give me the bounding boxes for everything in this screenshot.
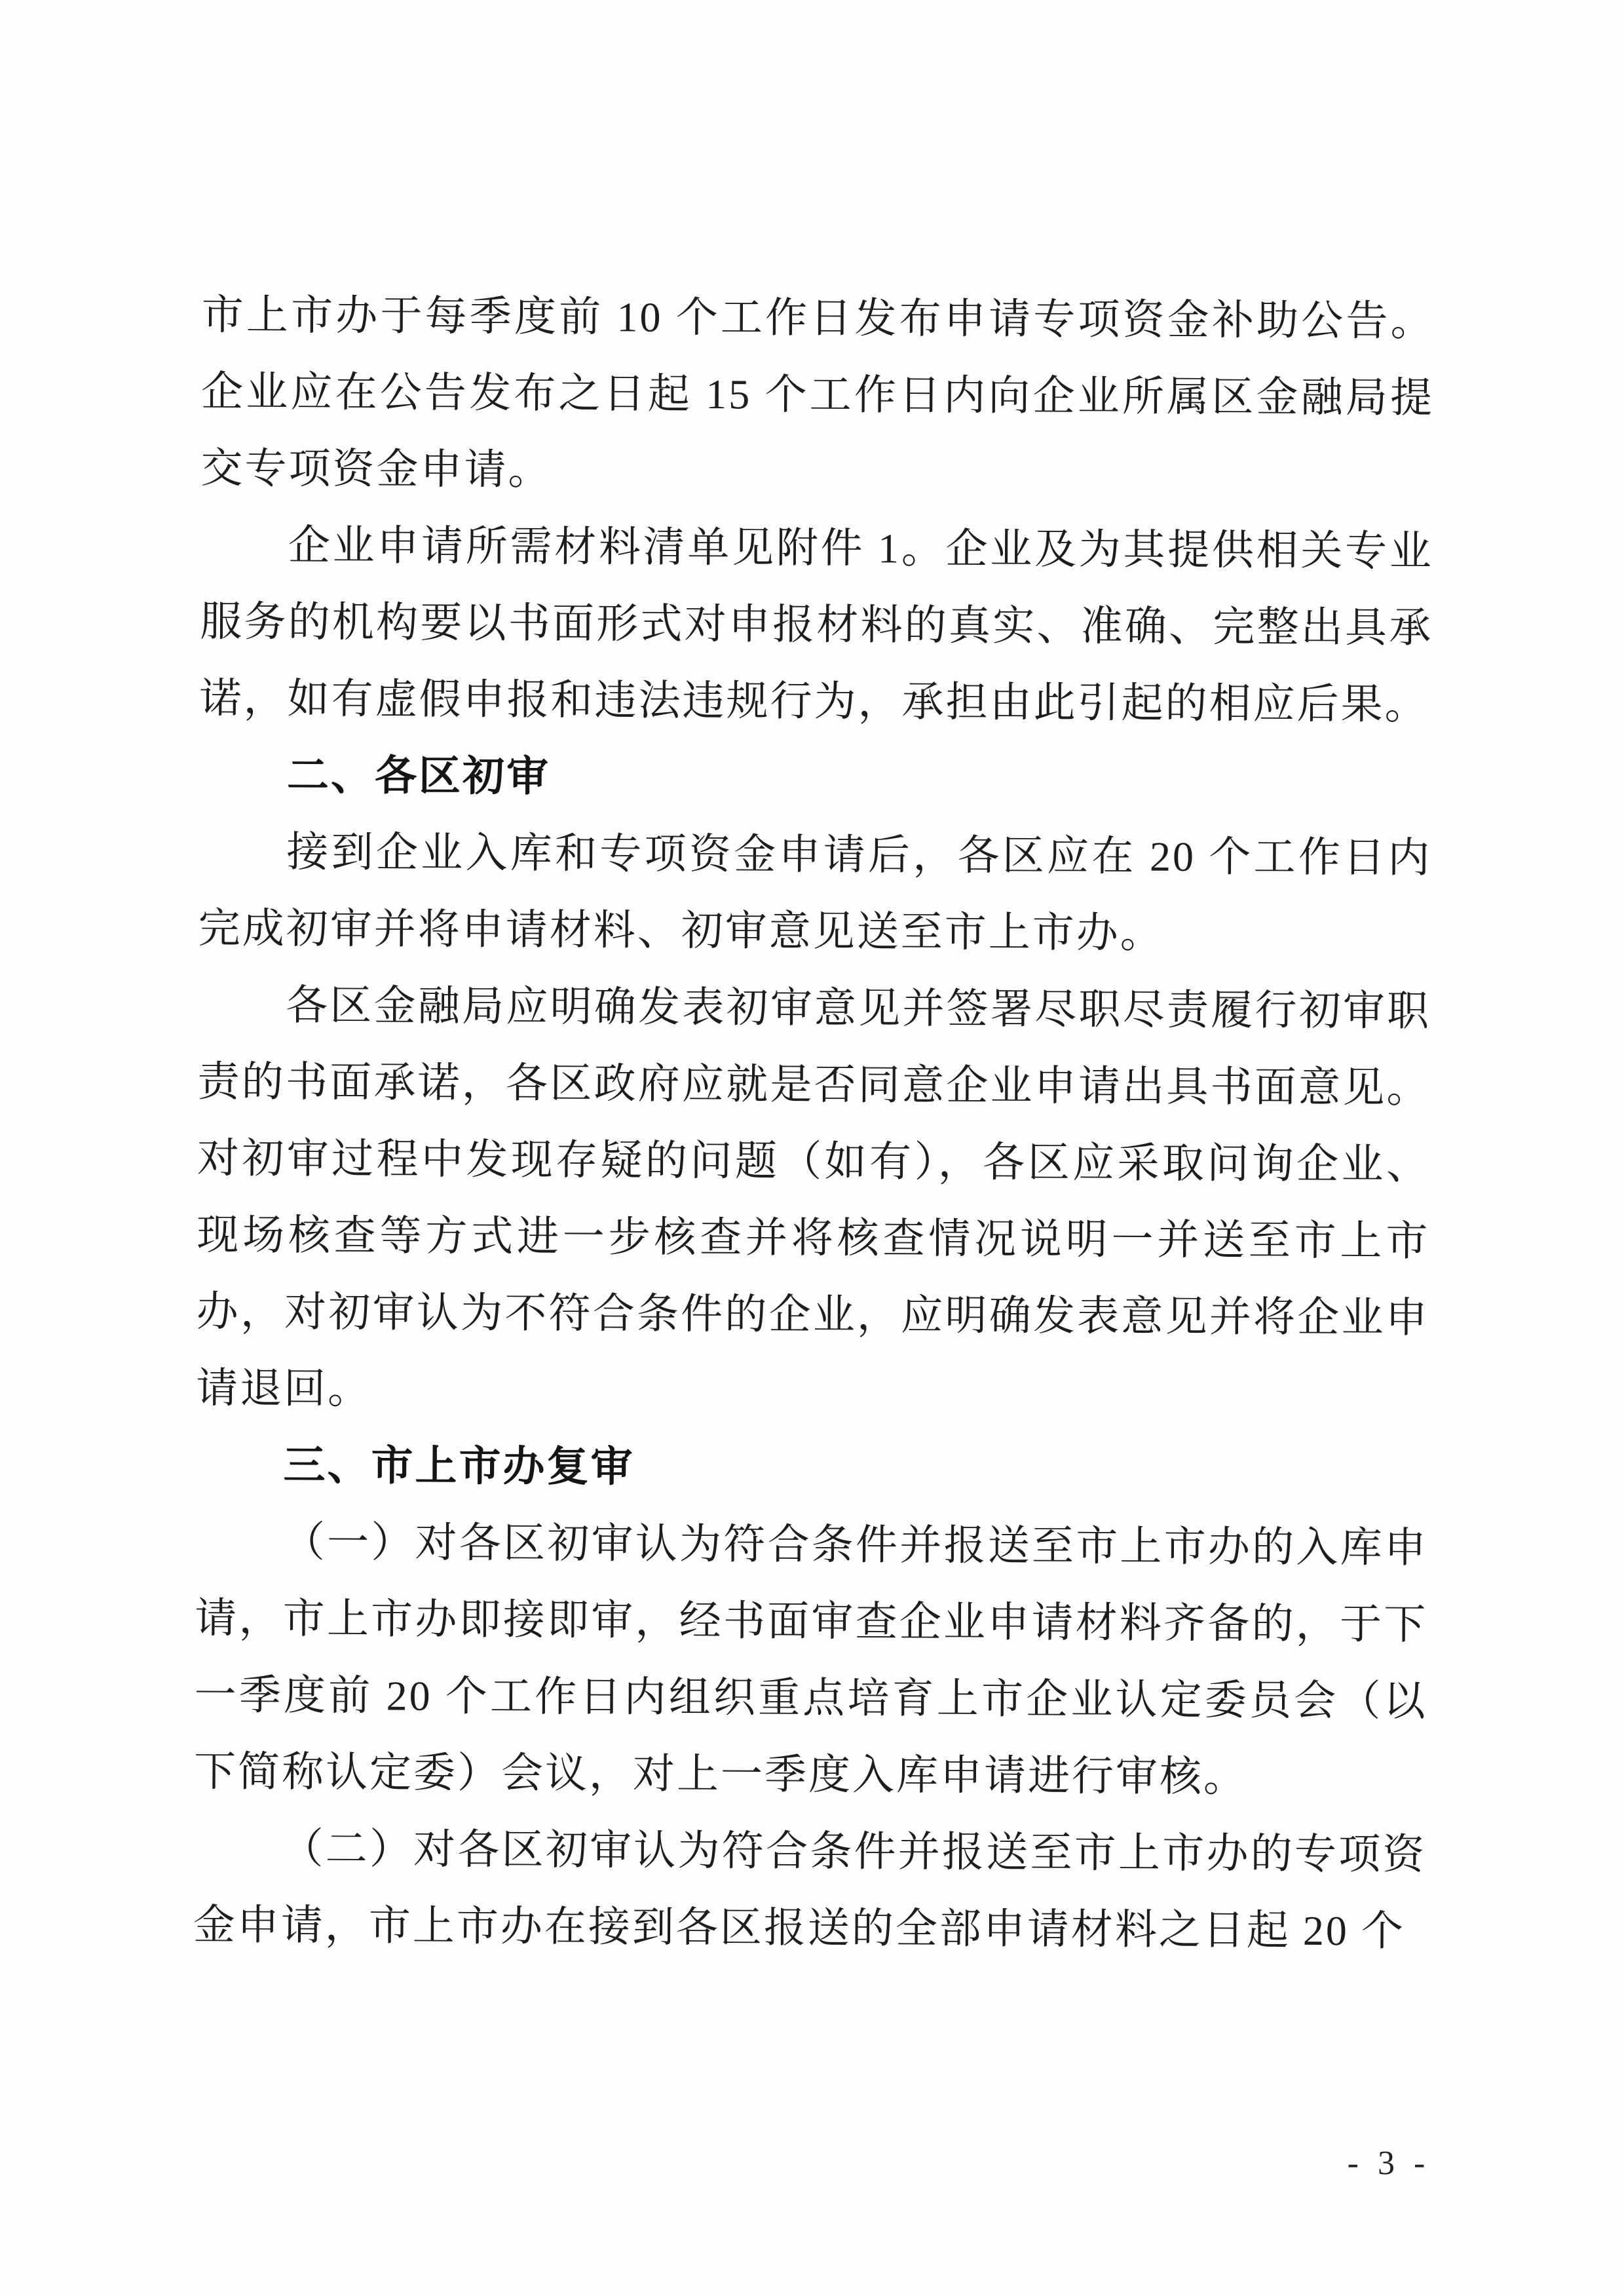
document-body bbox=[193, 277, 1435, 1970]
paragraph: 各区金融局应明确发表初审意见并签署尽职尽责履行初审职责的书面承诺，各区政府应就是否同意企业申请出具书面意见。对初审过程中发现存疑的问题（如有），各区应采取问询企业、现场核查等方式进一步核查并将核查情况说明一并送至市上市办，对初审认为不符合条件的企业，应明确发表意见并将企业申请退回。 bbox=[195, 982, 1431, 1413]
paragraph: （一）对各区初审认为符合条件并报送至市上市办的入库申请，市上市办即接即审，经书面审查企业申请材料齐备的，于下一季度前 20 个工作日内组织重点培育上市企业认定委员会（以下简称认定委）会议，对上一季度入库申请进行审核。 bbox=[193, 1518, 1429, 1801]
section-heading-2: 二、各区初审 bbox=[286, 751, 551, 800]
paragraph: 接到企业入库和专项资金申请后，各区应在 20 个工作日内完成初审并将申请材料、初审意见送至市上市办。 bbox=[198, 828, 1432, 957]
section-heading-3: 三、市上市办复审 bbox=[283, 1441, 635, 1491]
page-number: - 3 - bbox=[1347, 2145, 1431, 2182]
paragraph: 企业申请所需材料清单见附件 1。企业及为其提供相关专业服务的机构要以书面形式对申报材料的真实、准确、完整出具承诺，如有虚假申报和违法违规行为，承担由此引起的相应后果。 bbox=[199, 522, 1434, 728]
paragraph: （二）对各区初审认为符合条件并报送至市上市办的专项资金申请，市上市办在接到各区报送的全部申请材料之日起 20 个 bbox=[193, 1825, 1427, 1955]
paragraph-continuation: 市上市办于每季度前 10 个工作日发布申请专项资金补助公告。企业应在公告发布之日起 15 个工作日内向企业所属区金融局提交专项资金申请。 bbox=[200, 291, 1435, 493]
